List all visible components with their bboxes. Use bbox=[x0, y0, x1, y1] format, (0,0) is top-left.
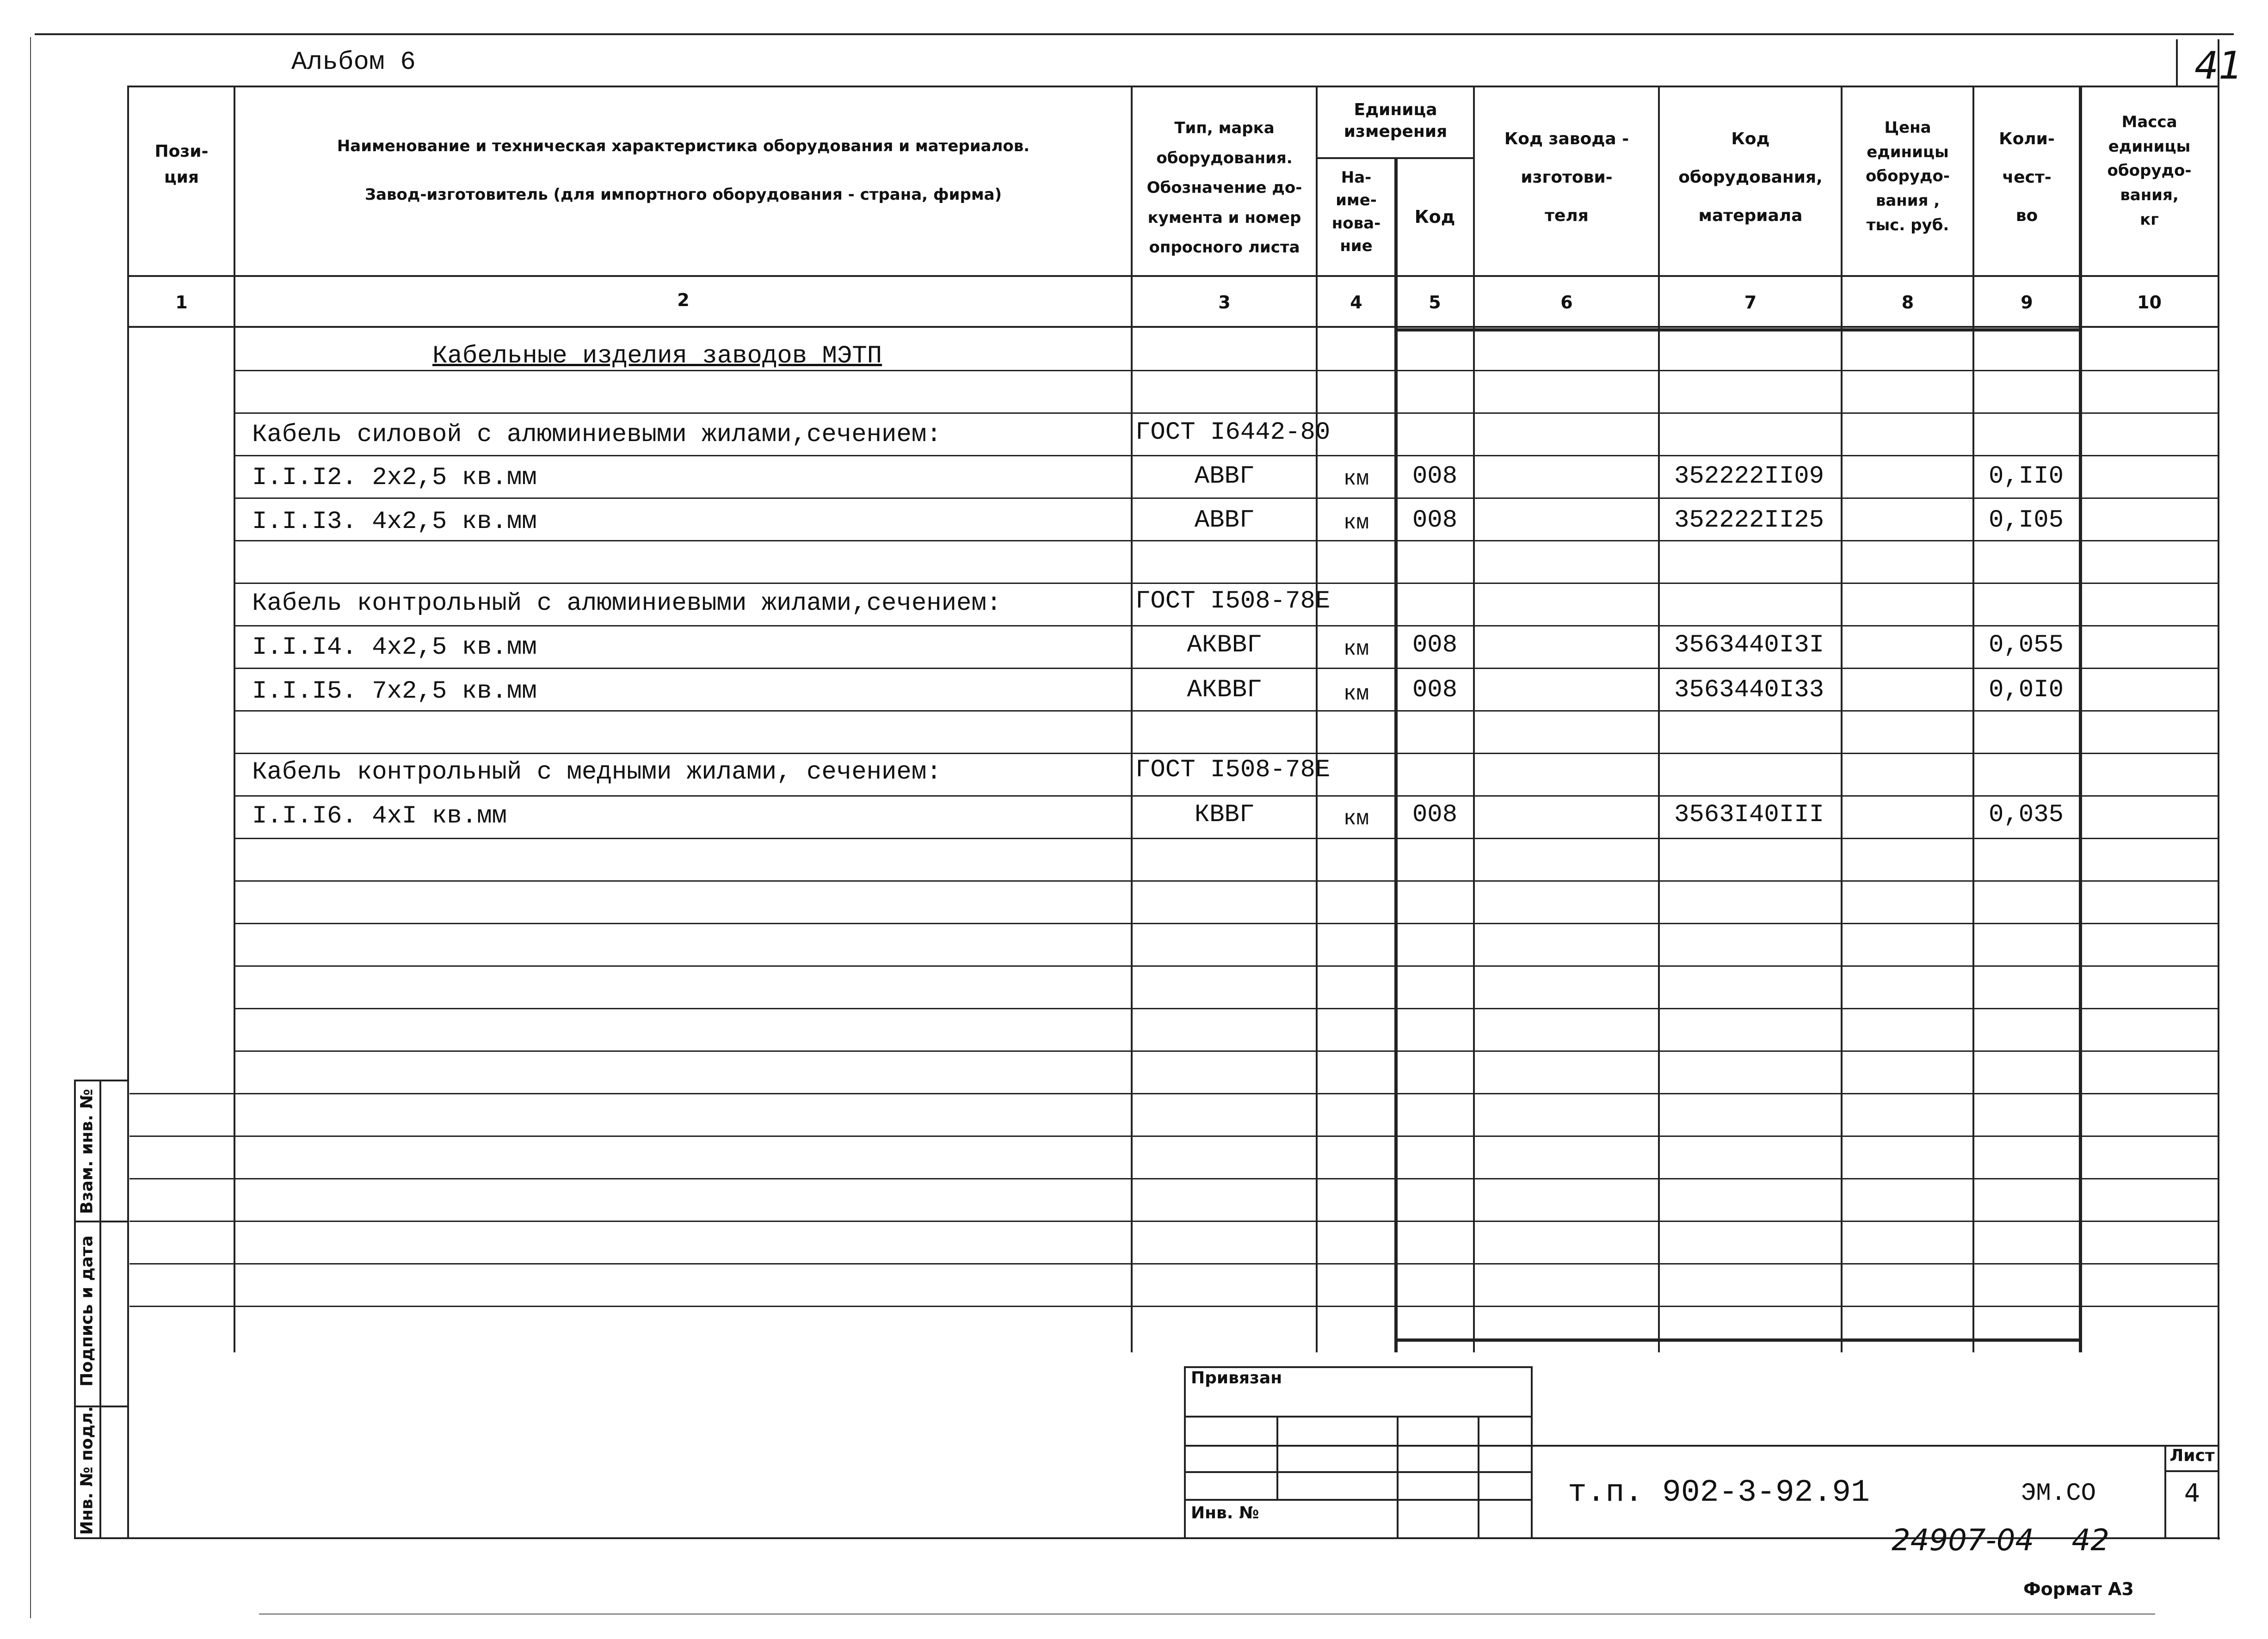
body-row-line bbox=[234, 1008, 2218, 1009]
header-type: Тип, марка оборудования. Обозначение до- кумента и номер опросного листа bbox=[1146, 119, 1302, 257]
colnum-4: 4 bbox=[1350, 292, 1362, 313]
body-row-line bbox=[234, 965, 2218, 967]
header-equipment-code: Код оборудования, материала bbox=[1678, 129, 1823, 225]
row-unit: км bbox=[1343, 637, 1369, 661]
body-row-line bbox=[234, 455, 2218, 456]
row-code: 3563440I33 bbox=[1674, 676, 1824, 704]
row-name: Кабель контрольный с алюминиевыми жилами,сечением: bbox=[252, 589, 1002, 618]
col-line-3 bbox=[1316, 86, 1318, 1352]
colnum-3: 3 bbox=[1218, 292, 1231, 313]
row-code: 352222II25 bbox=[1674, 506, 1824, 534]
header-position: Пози- ция bbox=[154, 142, 209, 187]
row-unit-code: 008 bbox=[1412, 676, 1458, 704]
header-quantity: Коли- чест- во bbox=[1999, 129, 2055, 225]
inv-label: Инв. № bbox=[1191, 1504, 1259, 1522]
col-line-2 bbox=[1131, 86, 1133, 1352]
body-row-line bbox=[129, 1178, 2218, 1179]
header-name: Наименование и техническая характеристика оборудования и материалов. Завод-изготовитель (для импортного оборудования - страна, фирма) bbox=[337, 137, 1030, 204]
title-bound-col bbox=[1478, 1416, 1479, 1537]
frame-corner-left bbox=[2176, 39, 2178, 86]
row-type: АВВГ bbox=[1194, 462, 1255, 491]
row-type: КВВГ bbox=[1194, 801, 1255, 829]
row-type: АКВВГ bbox=[1187, 676, 1262, 704]
title-bound-left bbox=[1184, 1366, 1186, 1537]
row-unit: км bbox=[1343, 511, 1369, 535]
title-bound-col bbox=[1276, 1416, 1278, 1499]
archive-number: 24907-04 42 bbox=[1892, 1523, 2109, 1558]
stamp-mid bbox=[99, 1080, 101, 1537]
body-row-line bbox=[234, 625, 2218, 626]
row-unit: км bbox=[1343, 467, 1369, 491]
row-name: Кабель силовой с алюминиевыми жилами,сечением: bbox=[252, 421, 942, 449]
row-code: 3563I40III bbox=[1674, 801, 1824, 829]
row-type: АВВГ bbox=[1194, 506, 1255, 534]
body-row-line bbox=[129, 1263, 2218, 1265]
col-line-8 bbox=[1972, 86, 1974, 1352]
header-mass: Масса единицы оборудо- вания, кг bbox=[2107, 113, 2192, 229]
frame-top-outer bbox=[35, 33, 2234, 35]
col-line-9 bbox=[2079, 86, 2082, 1352]
stamp-vzam-inv: Взам. инв. № bbox=[77, 1089, 97, 1214]
header-unit-group: Единица измерения bbox=[1344, 100, 1448, 141]
body-row-line bbox=[234, 880, 2218, 882]
body-row-line bbox=[234, 838, 2218, 839]
body-top-thick bbox=[1394, 328, 2082, 331]
frame-left bbox=[127, 86, 129, 1537]
colnum-7: 7 bbox=[1744, 292, 1757, 313]
stamp-left-edge bbox=[74, 1080, 76, 1537]
body-row-line bbox=[234, 710, 2218, 712]
row-qty: 0,II0 bbox=[1989, 462, 2064, 491]
page-edge-left bbox=[30, 37, 31, 1618]
format-label: Формат А3 bbox=[2023, 1579, 2134, 1599]
row-code: 3563440I3I bbox=[1674, 631, 1824, 659]
row-name: I.I.I2. 2х2,5 кв.мм bbox=[252, 464, 537, 492]
row-name: Кабель контрольный с медными жилами, сечением: bbox=[252, 758, 942, 786]
row-unit-code: 008 bbox=[1412, 801, 1458, 829]
section-title: Кабельные изделия заводов МЭТП bbox=[432, 342, 882, 370]
col-line-6 bbox=[1658, 86, 1660, 1352]
body-row-line bbox=[234, 497, 2218, 499]
row-unit-code: 008 bbox=[1412, 631, 1458, 659]
row-qty: 0,035 bbox=[1989, 801, 2064, 829]
body-row-line bbox=[129, 1221, 2218, 1222]
colnum-5: 5 bbox=[1429, 292, 1441, 313]
body-row-line bbox=[129, 1093, 2218, 1094]
stamp-inv-podl: Инв. № подл. bbox=[77, 1406, 97, 1535]
album-label: Альбом 6 bbox=[291, 47, 416, 77]
body-row-line bbox=[234, 583, 2218, 584]
colnum-8: 8 bbox=[1901, 292, 1914, 313]
col-line-4 bbox=[1394, 157, 1398, 1352]
header-bottom bbox=[127, 275, 2218, 277]
row-qty: 0,0I0 bbox=[1989, 676, 2064, 704]
row-type: ГОСТ I508-78Е bbox=[1135, 756, 1331, 784]
title-doc-top bbox=[1531, 1445, 2218, 1447]
row-type: ГОСТ I6442-80 bbox=[1135, 418, 1331, 447]
frame-right bbox=[2218, 39, 2219, 1540]
title-bound-top bbox=[1184, 1366, 1531, 1368]
row-name: I.I.I3. 4х2,5 кв.мм bbox=[252, 508, 537, 536]
header-factory-code: Код завода - изготови- теля bbox=[1504, 129, 1629, 225]
doc-code: ЭМ.СО bbox=[2021, 1479, 2096, 1508]
row-unit-code: 008 bbox=[1412, 506, 1458, 534]
row-code: 352222II09 bbox=[1674, 462, 1824, 491]
body-row-line bbox=[234, 753, 2218, 754]
row-name: I.I.I5. 7х2,5 кв.мм bbox=[252, 677, 537, 706]
row-qty: 0,I05 bbox=[1989, 506, 2064, 534]
frame-top bbox=[127, 86, 2218, 87]
sheet-label: Лист bbox=[2169, 1446, 2215, 1465]
body-row-line bbox=[234, 412, 2218, 414]
stamp-signature-date: Подпись и дата bbox=[77, 1235, 97, 1387]
row-qty: 0,055 bbox=[1989, 631, 2064, 659]
sheet-cell-divider bbox=[2164, 1470, 2218, 1472]
sheet-number: 4 bbox=[2184, 1479, 2200, 1508]
body-row-line bbox=[129, 1306, 2218, 1307]
row-unit: км bbox=[1343, 682, 1369, 706]
bound-label: Привязан bbox=[1191, 1369, 1282, 1387]
colnum-2: 2 bbox=[677, 290, 690, 310]
colnum-1: 1 bbox=[175, 292, 188, 313]
body-bottom-thick bbox=[1394, 1338, 2082, 1342]
header-unit-code: Код bbox=[1414, 207, 1455, 227]
doc-number: т.п. 902-3-92.91 bbox=[1568, 1475, 1870, 1510]
page-corner-number: 41 bbox=[2194, 44, 2243, 88]
col-line-5 bbox=[1473, 86, 1475, 1352]
sheet-cell-left bbox=[2164, 1445, 2166, 1537]
title-bound-right bbox=[1531, 1366, 1533, 1537]
header-price: Цена единицы оборудо- вания , тыс. руб. bbox=[1866, 118, 1950, 234]
row-type: АКВВГ bbox=[1187, 631, 1262, 659]
body-row-line bbox=[234, 795, 2218, 797]
body-row-line bbox=[129, 1136, 2218, 1137]
row-type: ГОСТ I508-78Е bbox=[1135, 587, 1331, 615]
colnum-9: 9 bbox=[2021, 292, 2033, 313]
row-name: I.I.I4. 4х2,5 кв.мм bbox=[252, 633, 537, 662]
colnum-10: 10 bbox=[2137, 292, 2162, 313]
body-row-line bbox=[234, 540, 2218, 541]
title-bound-col bbox=[1397, 1416, 1399, 1537]
row-name: I.I.I6. 4хI кв.мм bbox=[252, 802, 507, 830]
body-row-line bbox=[234, 1050, 2218, 1052]
row-unit: км bbox=[1343, 807, 1369, 831]
colnum-bottom bbox=[127, 326, 2218, 328]
header-unit-name: На- име- нова- ние bbox=[1331, 168, 1381, 255]
colnum-6: 6 bbox=[1560, 292, 1573, 313]
col-line-7 bbox=[1841, 86, 1843, 1352]
col-line-1 bbox=[234, 86, 235, 1352]
stamp-top bbox=[74, 1080, 127, 1081]
body-row-line bbox=[234, 668, 2218, 669]
row-unit-code: 008 bbox=[1412, 462, 1458, 491]
body-row-line bbox=[234, 923, 2218, 924]
